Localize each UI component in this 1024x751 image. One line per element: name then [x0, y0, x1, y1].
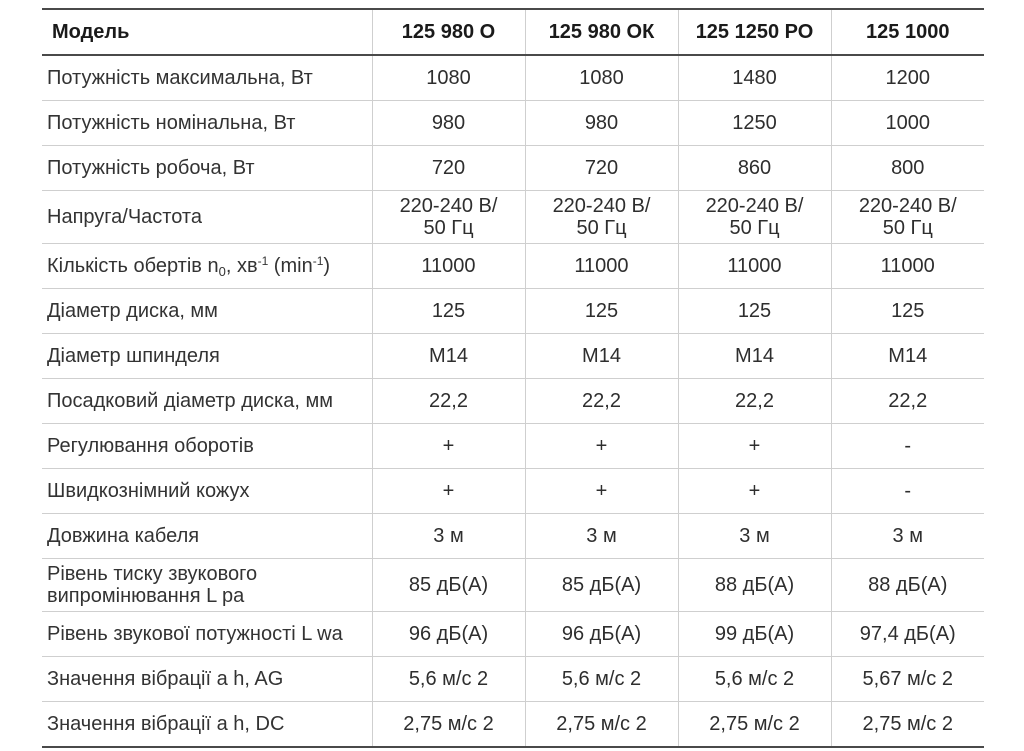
table-row	[42, 702, 984, 748]
row-label: Рівень звукової потужності L wa	[42, 612, 372, 657]
table-cell: 1080	[525, 55, 678, 101]
table-header	[42, 9, 984, 55]
header-model-4: 125 1000	[831, 9, 984, 55]
table-cell: 22,2	[525, 379, 678, 424]
row-label: Швидкознімний кожух	[42, 469, 372, 514]
table-cell: 5,67 м/с 2	[831, 657, 984, 702]
table-cell: 2,75 м/с 2	[372, 702, 525, 748]
table-cell: 3 м	[525, 514, 678, 559]
rpm-label-subscript: 0	[218, 263, 226, 279]
rpm-label-text-2: , хв	[225, 254, 258, 277]
row-label: Потужність номінальна, Вт	[42, 101, 372, 146]
table-cell: 5,6 м/с 2	[525, 657, 678, 702]
table-cell: 220-240 В/ 50 Гц	[372, 191, 525, 244]
table-row	[42, 191, 984, 244]
table-cell: 220-240 В/ 50 Гц	[678, 191, 831, 244]
header-model-2: 125 980 ОК	[525, 9, 678, 55]
table-cell: 22,2	[678, 379, 831, 424]
table-cell: -	[831, 469, 984, 514]
table-cell: М14	[525, 334, 678, 379]
table-row	[42, 424, 984, 469]
table-cell: 3 м	[831, 514, 984, 559]
table-cell: 22,2	[372, 379, 525, 424]
table-row	[42, 514, 984, 559]
table-cell: 22,2	[831, 379, 984, 424]
table-cell: 1000	[831, 101, 984, 146]
table-cell: М14	[678, 334, 831, 379]
table-cell: 125	[678, 289, 831, 334]
table-cell: 88 дБ(А)	[678, 559, 831, 612]
row-label: Посадковий діаметр диска, мм	[42, 379, 372, 424]
table-cell: 11000	[525, 244, 678, 289]
header-model-label: Модель	[42, 9, 372, 55]
table-cell: 800	[831, 146, 984, 191]
table-row	[42, 657, 984, 702]
row-label: Значення вібрації а h, DC	[42, 702, 372, 748]
table-cell: 1200	[831, 55, 984, 101]
table-cell: 980	[372, 101, 525, 146]
row-label: Рівень тиску звукового випромінювання L ра	[42, 559, 372, 612]
table-cell: 11000	[831, 244, 984, 289]
table-cell: 99 дБ(А)	[678, 612, 831, 657]
table-cell: +	[525, 469, 678, 514]
row-label: Потужність максимальна, Вт	[42, 55, 372, 101]
table-cell: 2,75 м/с 2	[525, 702, 678, 748]
table-cell: 125	[372, 289, 525, 334]
table-row	[42, 289, 984, 334]
row-label: Значення вібрації а h, AG	[42, 657, 372, 702]
row-label: Напруга/Частота	[42, 191, 372, 244]
table-cell: 3 м	[678, 514, 831, 559]
table-row	[42, 55, 984, 101]
table-cell: 720	[372, 146, 525, 191]
table-cell: 88 дБ(А)	[831, 559, 984, 612]
table-cell: +	[372, 424, 525, 469]
row-label: Довжина кабеля	[42, 514, 372, 559]
table-cell: +	[525, 424, 678, 469]
row-label: Діаметр шпинделя	[42, 334, 372, 379]
row-label: Потужність робоча, Вт	[42, 146, 372, 191]
table-row	[42, 469, 984, 514]
table-row	[42, 146, 984, 191]
rpm-label-text: Кількість обертів n	[47, 254, 219, 277]
table-cell: 125	[831, 289, 984, 334]
table-row	[42, 101, 984, 146]
header-model-1: 125 980 О	[372, 9, 525, 55]
rpm-label-text-4: )	[323, 254, 331, 277]
table-cell: 3 м	[372, 514, 525, 559]
table-cell: 2,75 м/с 2	[831, 702, 984, 748]
table-cell: +	[678, 469, 831, 514]
header-model-3: 125 1250 РО	[678, 9, 831, 55]
table-body	[42, 55, 984, 747]
row-label-rpm	[42, 244, 372, 289]
table-cell: 11000	[678, 244, 831, 289]
table-cell: 97,4 дБ(А)	[831, 612, 984, 657]
table-cell: 96 дБ(А)	[372, 612, 525, 657]
table-row	[42, 612, 984, 657]
table-cell: 85 дБ(А)	[372, 559, 525, 612]
table-row	[42, 244, 984, 289]
row-label: Діаметр диска, мм	[42, 289, 372, 334]
table-cell: 96 дБ(А)	[525, 612, 678, 657]
row-label: Регулювання оборотів	[42, 424, 372, 469]
table-cell: 5,6 м/с 2	[372, 657, 525, 702]
table-cell: 220-240 В/ 50 Гц	[525, 191, 678, 244]
table-cell: М14	[831, 334, 984, 379]
table-cell: 1480	[678, 55, 831, 101]
table-row	[42, 559, 984, 612]
table-cell: 125	[525, 289, 678, 334]
table-cell: 85 дБ(А)	[525, 559, 678, 612]
table-cell: +	[372, 469, 525, 514]
table-cell: 720	[525, 146, 678, 191]
table-cell: -	[831, 424, 984, 469]
table-row	[42, 334, 984, 379]
rpm-label-text-3: (min	[268, 254, 313, 277]
table-cell: 860	[678, 146, 831, 191]
header-row	[42, 9, 984, 55]
table-cell: 220-240 В/ 50 Гц	[831, 191, 984, 244]
table-cell: 1080	[372, 55, 525, 101]
table-cell: +	[678, 424, 831, 469]
table-row	[42, 379, 984, 424]
spec-table	[42, 8, 984, 748]
table-cell: М14	[372, 334, 525, 379]
table-cell: 1250	[678, 101, 831, 146]
rpm-label-superscript: -1	[257, 253, 269, 268]
table-cell: 5,6 м/с 2	[678, 657, 831, 702]
rpm-label-superscript-2: -1	[312, 253, 324, 268]
table-cell: 2,75 м/с 2	[678, 702, 831, 748]
table-cell: 980	[525, 101, 678, 146]
table-cell: 11000	[372, 244, 525, 289]
